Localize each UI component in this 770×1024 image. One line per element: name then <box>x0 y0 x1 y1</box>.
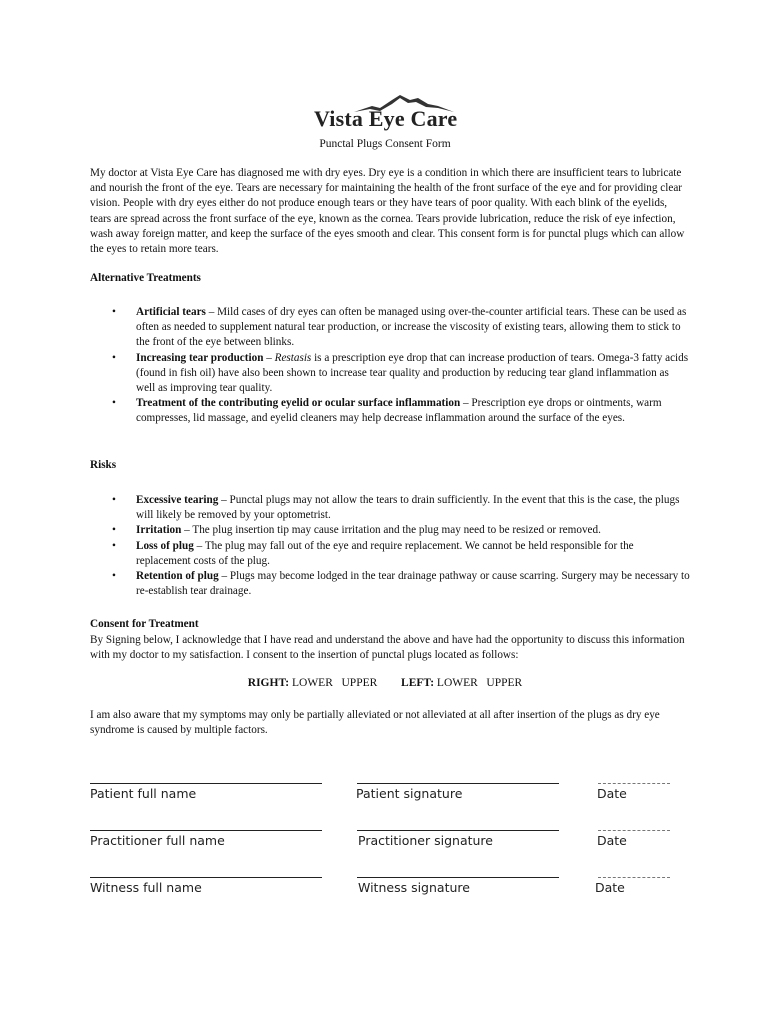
item-text: is a prescription eye drop that can increase production of tears. Omega-3 fatty acids (found in fish oil) have also been shown to increase tear quality and production by reducing tear gland inflammation as well as improving tear quality. <box>136 351 689 395</box>
witness-signature-line[interactable] <box>357 877 559 878</box>
item-text: – Plugs may become lodged in the tear drainage pathway or cause scarring. Surgery may be necessary to re-establish tear drainage. <box>136 570 690 598</box>
practitioner-signature-line[interactable] <box>357 830 559 831</box>
item-text: – The plug may fall out of the eye and require replacement. We cannot be held responsible for the replacement costs of the plug. <box>136 539 634 567</box>
bullet-icon: • <box>112 570 116 583</box>
patient-date-label: Date <box>597 786 627 801</box>
patient-signature-line[interactable] <box>357 783 559 784</box>
list-item <box>90 351 690 397</box>
patient-name-line[interactable] <box>90 783 322 784</box>
witness-date-label: Date <box>595 880 625 895</box>
item-term: Loss of plug <box>136 539 194 552</box>
witness-name-line[interactable] <box>90 877 322 878</box>
witness-name-label: Witness full name <box>90 880 202 895</box>
item-text: – Mild cases of dry eyes can often be managed using over-the-counter artificial tears. These can be used as often as needed to supplement natural tear production, or increase the viscosity of existing tears, allowing them to stick to the front of the eye between blinks. <box>136 306 687 349</box>
item-drug-name: Restasis <box>274 351 312 364</box>
bullet-icon: • <box>112 397 116 410</box>
list-item <box>90 523 690 538</box>
list-item <box>90 493 690 523</box>
practitioner-signature-label: Practitioner signature <box>358 833 493 848</box>
item-term: Irritation <box>136 524 182 537</box>
patient-date-line[interactable] <box>598 783 670 784</box>
awareness-paragraph: I am also aware that my symptoms may only be partially alleviated or not alleviated at all after insertion of the plugs as dry eye syndrome is caused by multiple factors. <box>90 709 660 737</box>
witness-signature-label: Witness signature <box>358 880 470 895</box>
intro-paragraph: My doctor at Vista Eye Care has diagnosed me with dry eyes. Dry eye is a condition in which there are insufficient tears to lubricate and nourish the front of the eye. Tears are necessary for maintaining the health of the front surface of the eye and for providing clear vision. People with dry eyes either do not produce enough tears or they have tears of poor quality. With each blink of the eyelids, tears are spread across the front surface of the eye, known as the cornea. Tears provide lubrication, reduce the risk of eye infection, wash away foreign matter, and keep the surface of the eyes smooth and clear. This consent form is for punctal plugs which can allow the eyes to retain more tears. <box>90 167 685 256</box>
item-text: – Prescription eye drops or ointments, warm compresses, lid massage, and eyelid cleaners may help decrease inflammation around the surface of the eyes. <box>136 397 662 425</box>
practitioner-name-line[interactable] <box>90 830 322 831</box>
bullet-icon: • <box>112 306 116 318</box>
left-eye-label: LEFT: <box>401 677 435 689</box>
item-term: Increasing tear production <box>136 351 264 364</box>
patient-signature-label: Patient signature <box>356 786 463 801</box>
risks-list <box>90 493 690 599</box>
consent-heading: Consent for Treatment <box>90 618 199 630</box>
bullet-icon: • <box>112 539 116 552</box>
bullet-icon: • <box>112 351 116 364</box>
witness-date-line[interactable] <box>598 877 670 878</box>
list-item <box>90 569 690 599</box>
right-eye-label: RIGHT: <box>247 677 290 689</box>
list-item <box>90 396 690 426</box>
item-term: Artificial tears <box>136 306 206 318</box>
practitioner-date-label: Date <box>597 833 627 848</box>
list-item <box>90 305 690 351</box>
item-term: Treatment of the contributing eyelid or ocular surface inflammation <box>136 397 461 410</box>
left-eye-options[interactable]: LOWER UPPER <box>436 677 523 689</box>
logo-text: Vista Eye Care <box>314 106 458 131</box>
risks-heading: Risks <box>90 459 117 471</box>
item-term: Excessive tearing <box>136 494 219 506</box>
list-item <box>90 539 690 569</box>
practitioner-date-line[interactable] <box>598 830 670 831</box>
consent-paragraph: By Signing below, I acknowledge that I have read and understand the above and have had the opportunity to discuss this information with my doctor to my satisfaction. I consent to the insertion of punctal plugs located as follows: <box>90 634 685 662</box>
vista-eye-care-logo <box>314 94 464 136</box>
alternatives-heading: Alternative Treatments <box>90 272 201 284</box>
bullet-icon: • <box>112 494 116 506</box>
bullet-icon: • <box>112 524 116 537</box>
right-eye-options[interactable]: LOWER UPPER <box>291 677 378 689</box>
patient-name-label: Patient full name <box>90 786 197 801</box>
item-text: – Punctal plugs may not allow the tears to drain sufficiently. In the event that this is the case, the plugs will likely be removed by your optometrist. <box>136 494 680 522</box>
item-text: – The plug insertion tip may cause irritation and the plug may need to be resized or removed. <box>181 524 601 537</box>
alternatives-list <box>90 305 690 427</box>
item-term: Retention of plug <box>136 570 219 583</box>
practitioner-name-label: Practitioner full name <box>90 833 225 848</box>
plug-location-selector <box>0 677 770 689</box>
form-title: Punctal Plugs Consent Form <box>319 138 451 150</box>
item-text: – <box>263 351 275 364</box>
